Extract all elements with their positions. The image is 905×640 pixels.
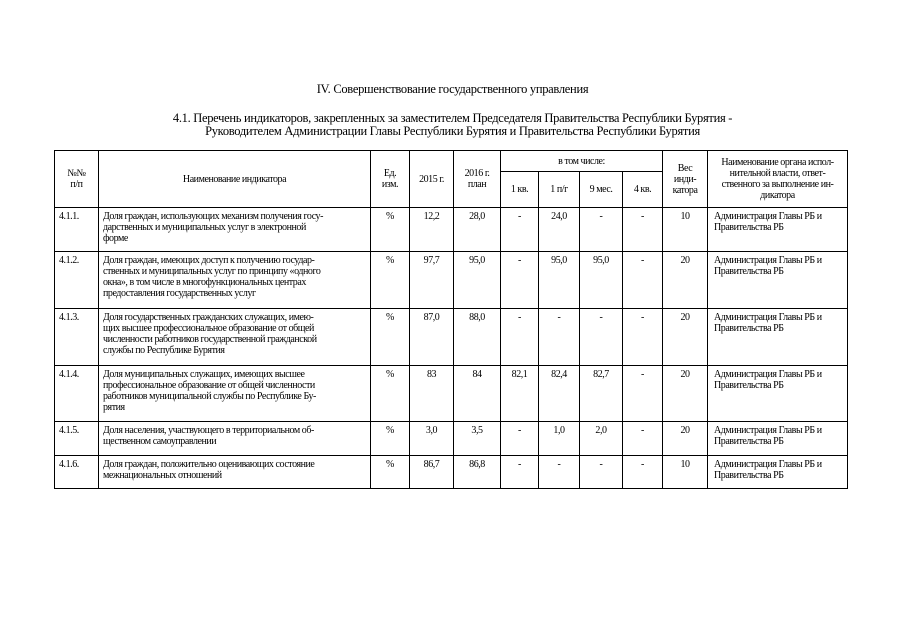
- value-half-year: 95,0: [539, 252, 580, 309]
- header-2015: 2015 г.: [410, 151, 454, 208]
- value-2015: 12,2: [410, 208, 454, 252]
- value-9-months: -: [580, 309, 623, 366]
- table-row: [55, 208, 848, 252]
- indicator-name: Доля государственных гражданских служащих, имею- щих высшее профессиональное образование от общей численности работников государственной гражданской службы по Республике Бурятия: [99, 309, 371, 366]
- responsible-authority: Администрация Главы РБ и Правительства РБ: [708, 422, 848, 456]
- header-q1: 1 кв.: [501, 172, 539, 208]
- row-number: 4.1.1.: [55, 208, 99, 252]
- value-2016-plan: 86,8: [454, 456, 501, 489]
- value-q1: -: [501, 456, 539, 489]
- indicator-weight: 20: [663, 422, 708, 456]
- value-9-months: 95,0: [580, 252, 623, 309]
- table-row: [55, 309, 848, 366]
- value-9-months: -: [580, 208, 623, 252]
- subsection-title-line-2: Руководителем Администрации Главы Республики Бурятия и Правительства Республики Бурятия: [205, 124, 700, 138]
- row-number: 4.1.6.: [55, 456, 99, 489]
- value-2016-plan: 95,0: [454, 252, 501, 309]
- value-2015: 87,0: [410, 309, 454, 366]
- row-number: 4.1.2.: [55, 252, 99, 309]
- indicator-weight: 10: [663, 456, 708, 489]
- unit-cell: %: [371, 252, 410, 309]
- header-unit: Ед. изм.: [371, 151, 410, 208]
- header-including: в том числе:: [501, 151, 663, 172]
- header-indicator-name: Наименование индикатора: [99, 151, 371, 208]
- section-title: IV. Совершенствование государственного управления: [316, 82, 589, 96]
- value-9-months: -: [580, 456, 623, 489]
- value-q4: -: [623, 208, 663, 252]
- indicator-name: Доля населения, участвующего в территориальном об- щественном самоуправлении: [99, 422, 371, 456]
- value-q4: -: [623, 366, 663, 422]
- value-q4: -: [623, 309, 663, 366]
- header-9-months: 9 мес.: [580, 172, 623, 208]
- header-q4: 4 кв.: [623, 172, 663, 208]
- row-number: 4.1.4.: [55, 366, 99, 422]
- indicator-name: Доля граждан, использующих механизм получения госу- дарственных и муниципальных услуг в электронной форме: [99, 208, 371, 252]
- table-row: [55, 422, 848, 456]
- value-half-year: -: [539, 309, 580, 366]
- indicator-name: Доля граждан, положительно оценивающих состояние межнациональных отношений: [99, 456, 371, 489]
- value-2016-plan: 3,5: [454, 422, 501, 456]
- value-half-year: 1,0: [539, 422, 580, 456]
- table-row: [55, 366, 848, 422]
- row-number: 4.1.3.: [55, 309, 99, 366]
- responsible-authority: Администрация Главы РБ и Правительства РБ: [708, 309, 848, 366]
- value-q4: -: [623, 252, 663, 309]
- value-q1: -: [501, 252, 539, 309]
- value-q1: -: [501, 309, 539, 366]
- indicator-name: Доля граждан, имеющих доступ к получению государ- ственных и муниципальных услуг по принципу «одного окна», в том числе в многофункциональных центрах предоставления государственных услуг: [99, 252, 371, 309]
- unit-cell: %: [371, 422, 410, 456]
- indicator-weight: 20: [663, 366, 708, 422]
- unit-cell: %: [371, 456, 410, 489]
- value-half-year: -: [539, 456, 580, 489]
- value-2015: 86,7: [410, 456, 454, 489]
- header-2016-plan: 2016 г. план: [454, 151, 501, 208]
- value-q4: -: [623, 422, 663, 456]
- value-2016-plan: 28,0: [454, 208, 501, 252]
- unit-cell: %: [371, 366, 410, 422]
- responsible-authority: Администрация Главы РБ и Правительства РБ: [708, 208, 848, 252]
- header-half-year: 1 п/г: [539, 172, 580, 208]
- unit-cell: %: [371, 208, 410, 252]
- responsible-authority: Администрация Главы РБ и Правительства РБ: [708, 366, 848, 422]
- header-number: №№ п/п: [55, 151, 99, 208]
- header-responsible-authority: Наименование органа испол- нительной власти, ответ- ственного за выполнение ин- дикатора: [708, 151, 848, 208]
- subsection-title-line-1: 4.1. Перечень индикаторов, закрепленных за заместителем Председателя Правительства Республики Бурятия -: [172, 111, 733, 125]
- row-number: 4.1.5.: [55, 422, 99, 456]
- value-2015: 97,7: [410, 252, 454, 309]
- value-2016-plan: 88,0: [454, 309, 501, 366]
- indicator-weight: 10: [663, 208, 708, 252]
- value-q1: 82,1: [501, 366, 539, 422]
- indicator-name: Доля муниципальных служащих, имеющих высшее профессиональное образование от общей численности работников муниципальной службы по Республике Бу- рятия: [99, 366, 371, 422]
- header-weight: Вес инди- катора: [663, 151, 708, 208]
- value-half-year: 24,0: [539, 208, 580, 252]
- indicators-table: [54, 150, 848, 489]
- indicator-weight: 20: [663, 309, 708, 366]
- table-row: [55, 252, 848, 309]
- value-2016-plan: 84: [454, 366, 501, 422]
- responsible-authority: Администрация Главы РБ и Правительства РБ: [708, 252, 848, 309]
- value-q1: -: [501, 208, 539, 252]
- value-9-months: 82,7: [580, 366, 623, 422]
- unit-cell: %: [371, 309, 410, 366]
- value-2015: 83: [410, 366, 454, 422]
- value-q1: -: [501, 422, 539, 456]
- value-q4: -: [623, 456, 663, 489]
- indicator-weight: 20: [663, 252, 708, 309]
- table-row: [55, 456, 848, 489]
- responsible-authority: Администрация Главы РБ и Правительства РБ: [708, 456, 848, 489]
- value-9-months: 2,0: [580, 422, 623, 456]
- value-half-year: 82,4: [539, 366, 580, 422]
- value-2015: 3,0: [410, 422, 454, 456]
